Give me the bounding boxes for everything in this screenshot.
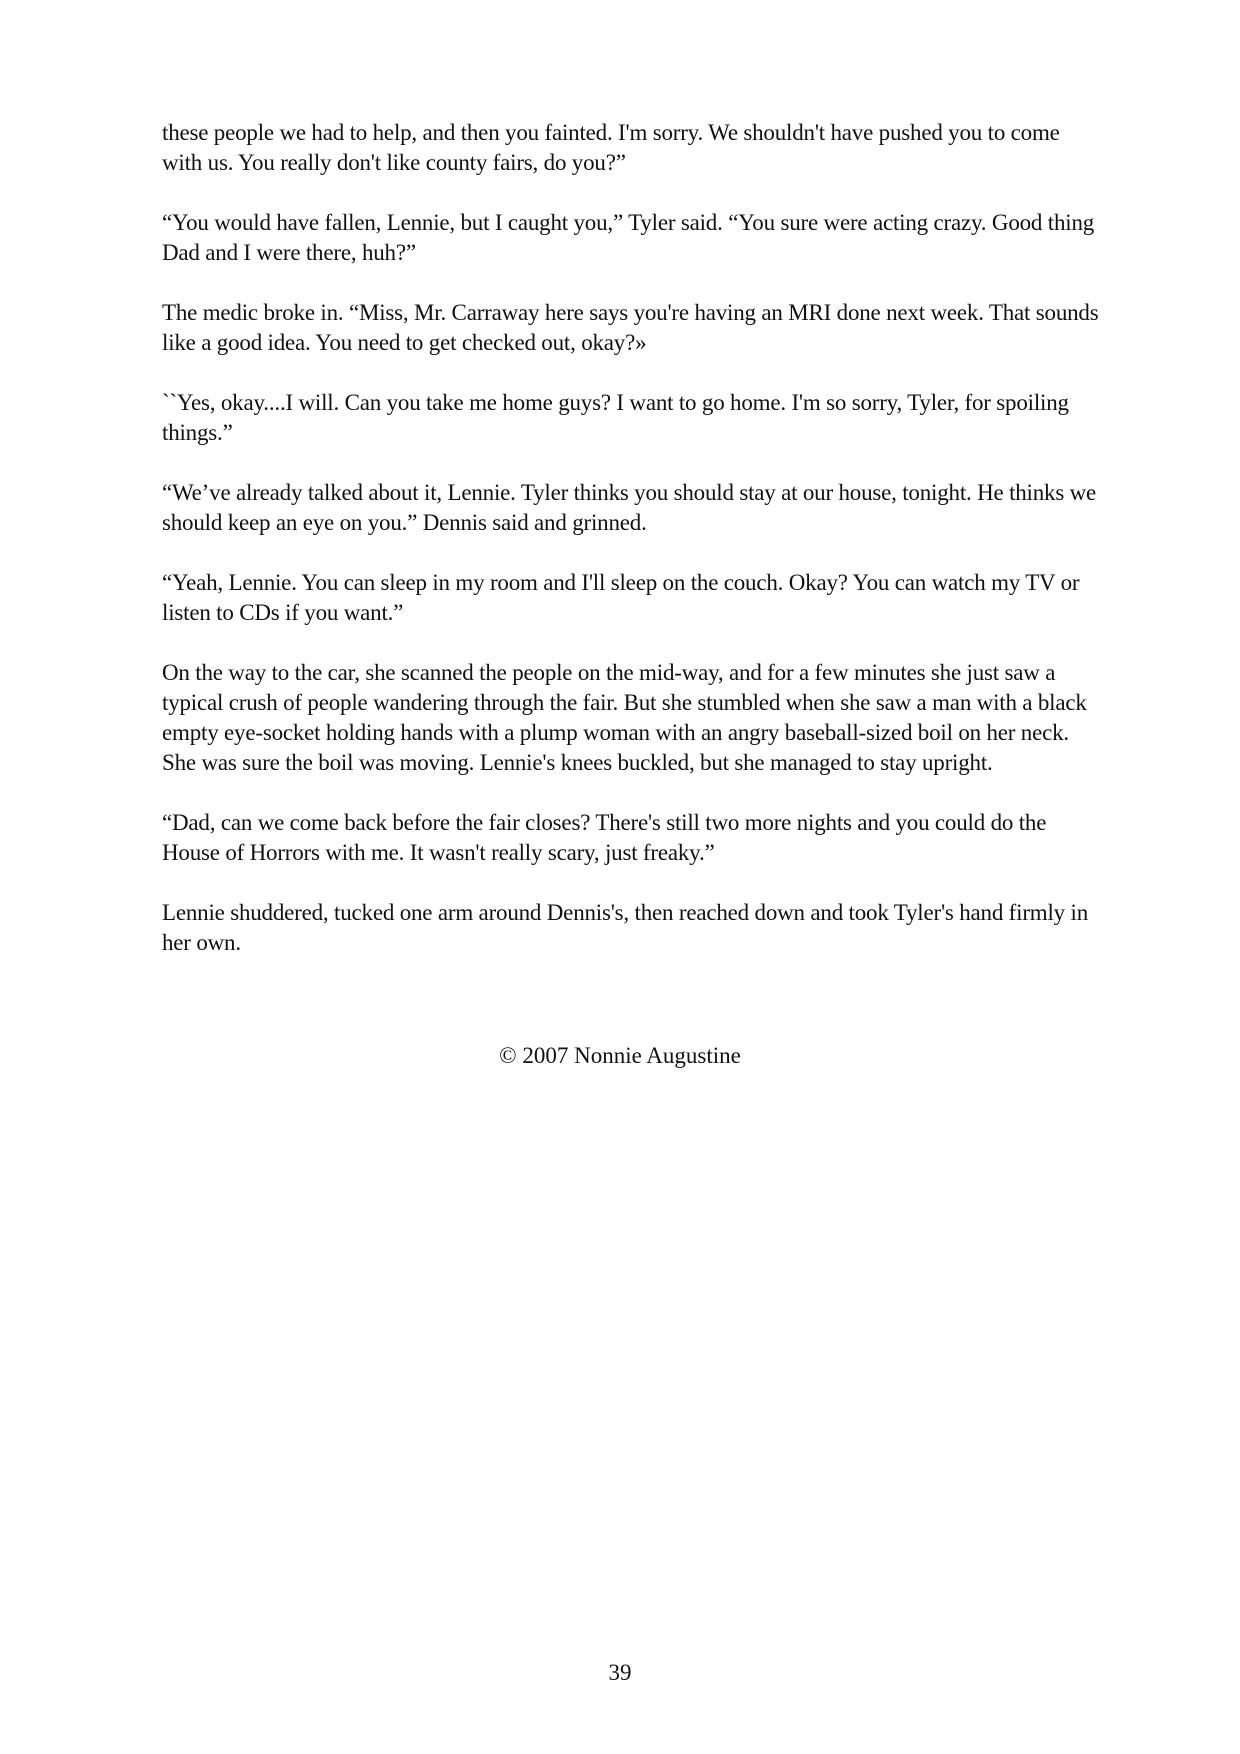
page-number: 39 [608,1660,632,1685]
story-text [162,118,1102,988]
paragraph: “We’ve already talked about it, Lennie. Tyler thinks you should stay at our house, tonight. He thinks we should keep an eye on you.” Dennis said and grinned. [162,480,1097,535]
paragraph: Lennie shuddered, tucked one arm around Dennis's, then reached down and took Tyler's hand firmly in her own. [162,900,1088,955]
paragraph: On the way to the car, she scanned the people on the mid-way, and for a few minutes she just saw a typical crush of people wandering through the fair. But she stumbled when she saw a man with a black empty eye-socket holding hands with a plump woman with an angry baseball-sized boil on her neck. She was sure the boil was moving. Lennie's knees buckled, but she managed to stay upright. [162,660,1087,775]
paragraph: ``Yes, okay....I will. Can you take me home guys? I want to go home. I'm so sorry, Tyler, for spoiling things.” [162,390,1069,445]
copyright-notice: © 2007 Nonnie Augustine [499,1043,741,1068]
paragraph: “Yeah, Lennie. You can sleep in my room and I'll sleep on the couch. Okay? You can watch my TV or listen to CDs if you want.” [162,570,1080,625]
paragraph: “You would have fallen, Lennie, but I caught you,” Tyler said. “You sure were acting crazy. Good thing Dad and I were there, huh?” [162,210,1095,265]
paragraph: “Dad, can we come back before the fair closes? There's still two more nights and you could do the House of Horrors with me. It wasn't really scary, just freaky.” [162,810,1047,865]
paragraph: The medic broke in. “Miss, Mr. Carraway here says you're having an MRI done next week. That sounds like a good idea. You need to get checked out, okay?» [162,300,1099,355]
paragraph: these people we had to help, and then you fainted. I'm sorry. We shouldn't have pushed you to come with us. You really don't like county fairs, do you?” [162,120,1060,175]
